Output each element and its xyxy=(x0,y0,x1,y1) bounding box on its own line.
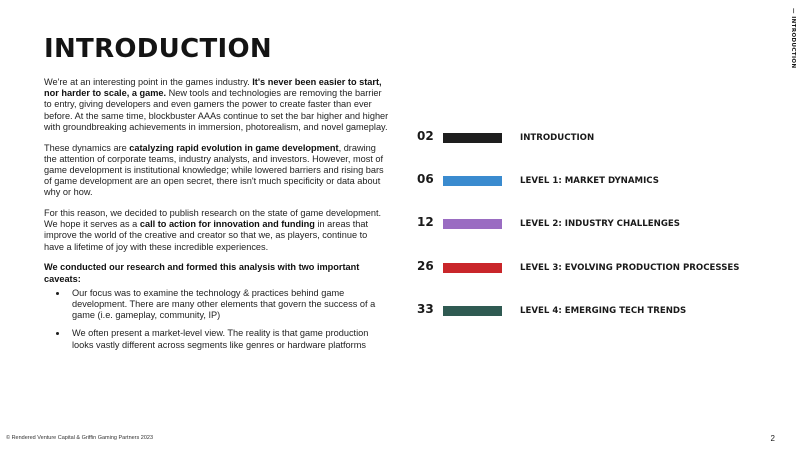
intro-paragraph xyxy=(44,77,389,133)
caveat-item: • We often present a market-level view. The reality is that game production looks vastly different across segments like genres or hardware platforms xyxy=(68,328,389,350)
toc-label: LEVEL 2: INDUSTRY CHALLENGES xyxy=(520,219,680,230)
toc-entry-tech-trends[interactable] xyxy=(417,302,777,345)
toc-page-number: 26 xyxy=(417,258,434,273)
toc-page-number: 33 xyxy=(417,301,434,316)
toc-color-bar xyxy=(443,219,502,229)
toc-label: LEVEL 1: MARKET DYNAMICS xyxy=(520,176,659,187)
toc-color-bar xyxy=(443,176,502,186)
emphasis-text: It's never been easier to start, nor harder to scale, a game. xyxy=(44,77,382,99)
page-number: 2 xyxy=(770,434,775,443)
paragraph-text: We're at an interesting point in the games industry. xyxy=(44,77,253,87)
toc-entry-production-processes[interactable] xyxy=(417,259,777,302)
caveats-list xyxy=(44,288,389,351)
toc-page-number: 06 xyxy=(417,172,434,187)
caveat-item: • Our focus was to examine the technology & practices behind game development. There are many other elements that govern the success of a game (i.e. gameplay, community, IP) xyxy=(68,288,389,322)
intro-paragraph xyxy=(44,143,389,199)
copyright-footer: © Rendered Venture Capital & Griffin Gaming Partners 2023 xyxy=(6,435,154,441)
toc-color-bar xyxy=(443,133,502,143)
emphasis-text: call to action for innovation and funding xyxy=(139,219,315,230)
toc-label: INTRODUCTION xyxy=(520,133,595,143)
table-of-contents xyxy=(417,129,777,345)
emphasis-text: catalyzing rapid evolution in game development xyxy=(129,142,339,153)
toc-label: LEVEL 3: EVOLVING PRODUCTION PROCESSES xyxy=(520,262,740,273)
intro-body xyxy=(44,77,389,358)
paragraph-text: in areas that improve the world of the creative and creator so that we, as players, continue to have a lifetime of joy with these incredible experiences. xyxy=(44,219,369,252)
toc-color-bar xyxy=(443,263,502,273)
page-title: INTRODUCTION xyxy=(44,34,272,64)
toc-label: LEVEL 4: EMERGING TECH TRENDS xyxy=(520,305,687,316)
intro-paragraph xyxy=(44,208,389,253)
paragraph-text: For this reason, we decided to publish research on the state of game development. We hope it serves as a xyxy=(44,208,382,230)
toc-entry-market-dynamics[interactable] xyxy=(417,172,777,215)
paragraph-text: , drawing the attention of corporate teams, industry analysts, and investors. However, most of game development is institutional knowledge; while lowered barriers and rising bars of game development are an open secret, there isn't much specificity or data about why or how. xyxy=(44,142,384,198)
toc-page-number: 12 xyxy=(417,215,434,230)
toc-color-bar xyxy=(443,306,502,316)
paragraph-text: New tools and technologies are removing the barrier to entry, giving developers and even gamers the power to create faster than ever before. At the same time, blockbuster AAAs continue to set the bar higher and higher with groundbreaking achievements in immersion, photorealism, and novel gameplay. xyxy=(44,88,389,132)
toc-entry-introduction[interactable] xyxy=(417,129,777,172)
caveats-heading: We conducted our research and formed this analysis with two important caveats: xyxy=(44,262,360,284)
toc-entry-industry-challenges[interactable] xyxy=(417,215,777,258)
toc-page-number: 02 xyxy=(417,129,434,143)
section-tag: — INTRODUCTION xyxy=(790,8,796,69)
paragraph-text: These dynamics are xyxy=(44,142,130,153)
